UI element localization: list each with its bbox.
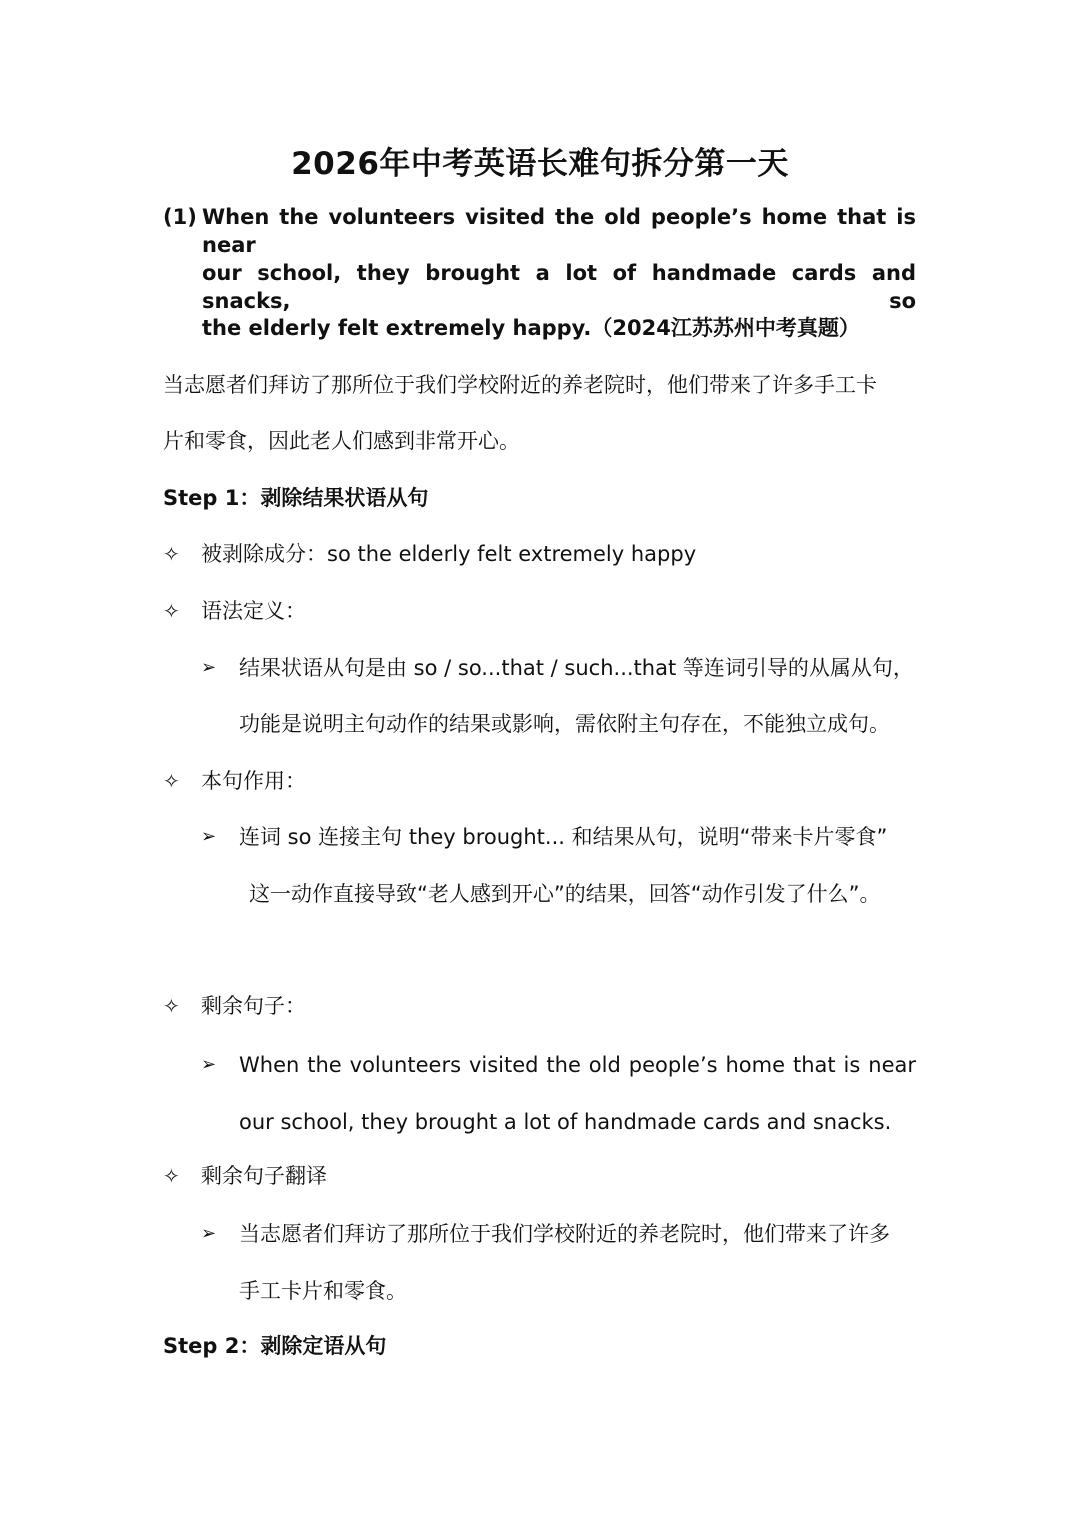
- remaining-trans-line-1: 当志愿者们拜访了那所位于我们学校附近的养老院时，他们带来了许多: [239, 1222, 890, 1246]
- question-line-3: the elderly felt extremely happy.（2024江苏苏州中考真题）: [202, 316, 860, 340]
- diamond-bullet-icon: ✧: [163, 599, 180, 623]
- remaining-line-1: When the volunteers visited the old people’s home that is near: [239, 1053, 916, 1077]
- arrow-bullet-icon: ➢: [201, 1054, 217, 1075]
- diamond-bullet-icon: ✧: [163, 1164, 180, 1188]
- remaining-trans-line-2: 手工卡片和零食。: [239, 1279, 407, 1303]
- remaining-label: 剩余句子：: [201, 994, 306, 1018]
- diamond-bullet-icon: ✧: [163, 994, 180, 1018]
- question-line-2: our school, they brought a lot of handmade cards and snacks, so: [202, 261, 916, 313]
- question-line-1: When the volunteers visited the old people’s home that is near: [202, 205, 916, 257]
- function-line-2: 这一动作直接导致“老人感到开心”的结果，回答“动作引发了什么”。: [249, 882, 881, 906]
- page-title: 2026年中考英语长难句拆分第一天: [291, 146, 789, 182]
- function-line-1: 连词 so 连接主句 they brought... 和结果从句，说明“带来卡片零食”: [239, 825, 888, 849]
- function-label: 本句作用：: [201, 769, 306, 793]
- grammar-line-2: 功能是说明主句动作的结果或影响，需依附主句存在，不能独立成句。: [239, 712, 890, 736]
- question-number: (1): [163, 205, 197, 229]
- arrow-bullet-icon: ➢: [201, 826, 217, 847]
- grammar-line-1: 结果状语从句是由 so / so...that / such...that 等连词引导的从属从句，: [239, 656, 914, 680]
- arrow-bullet-icon: ➢: [201, 1223, 217, 1244]
- remaining-trans-label: 剩余句子翻译: [201, 1164, 327, 1188]
- step2-heading: Step 2：剥除定语从句: [163, 1334, 387, 1358]
- diamond-bullet-icon: ✧: [163, 769, 180, 793]
- translation-line-2: 片和零食，因此老人们感到非常开心。: [163, 429, 520, 453]
- translation-line-1: 当志愿者们拜访了那所位于我们学校附近的养老院时，他们带来了许多手工卡: [163, 373, 877, 397]
- grammar-label: 语法定义：: [201, 599, 306, 623]
- arrow-bullet-icon: ➢: [201, 657, 217, 678]
- remaining-line-2: our school, they brought a lot of handmade cards and snacks.: [239, 1110, 892, 1134]
- diamond-bullet-icon: ✧: [163, 542, 180, 566]
- removed-part: 被剥除成分：so the elderly felt extremely happy: [201, 542, 697, 566]
- step1-heading: Step 1：剥除结果状语从句: [163, 486, 429, 510]
